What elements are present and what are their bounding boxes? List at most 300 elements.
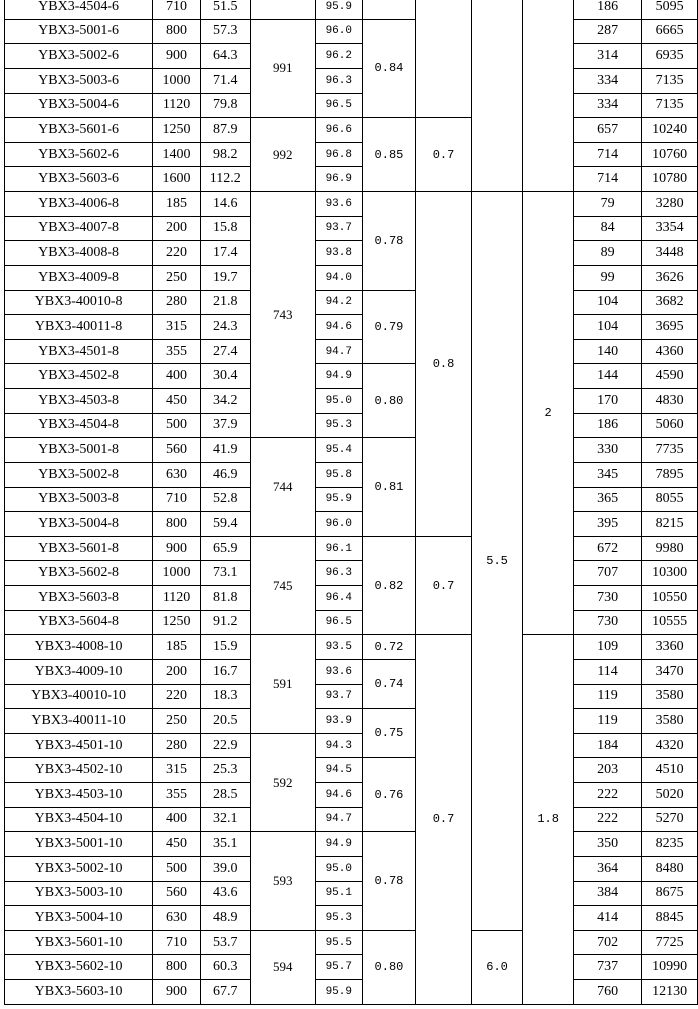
cell-efficiency: 96.3 <box>315 68 362 93</box>
cell-kw: 1600 <box>153 167 201 192</box>
cell-weight: 5020 <box>642 783 698 808</box>
cell-kw: 355 <box>153 339 201 364</box>
cell-weight: 4830 <box>642 389 698 414</box>
cell-noise: 84 <box>573 216 641 241</box>
cell-weight: 3470 <box>642 659 698 684</box>
cell-kw: 400 <box>153 807 201 832</box>
cell-efficiency: 93.6 <box>315 192 362 217</box>
cell-efficiency: 93.9 <box>315 709 362 734</box>
cell-model: YBX3-5003-8 <box>5 487 153 512</box>
cell-weight: 12130 <box>642 980 698 1005</box>
cell-model: YBX3-4009-8 <box>5 265 153 290</box>
table-row <box>5 167 698 192</box>
cell-efficiency: 94.6 <box>315 783 362 808</box>
cell-weight: 7735 <box>642 438 698 463</box>
cell-current: 51.5 <box>200 0 250 19</box>
table-row <box>5 709 698 734</box>
cell-pf: 0.78 <box>362 192 416 291</box>
cell-kw: 560 <box>153 438 201 463</box>
cell-weight: 3448 <box>642 241 698 266</box>
cell-kw: 220 <box>153 241 201 266</box>
cell-model: YBX3-4006-8 <box>5 192 153 217</box>
table-row <box>5 512 698 537</box>
cell-model: YBX3-5001-8 <box>5 438 153 463</box>
cell-efficiency: 96.0 <box>315 19 362 44</box>
table-row <box>5 807 698 832</box>
cell-noise: 119 <box>573 709 641 734</box>
cell-efficiency: 94.3 <box>315 733 362 758</box>
cell-kw: 710 <box>153 487 201 512</box>
cell-kw: 800 <box>153 955 201 980</box>
cell-model: YBX3-5602-6 <box>5 142 153 167</box>
cell-weight: 7725 <box>642 930 698 955</box>
cell-weight: 4510 <box>642 758 698 783</box>
cell-weight: 10760 <box>642 142 698 167</box>
cell-model: YBX3-40010-10 <box>5 684 153 709</box>
cell-noise: 114 <box>573 659 641 684</box>
cell-current: 64.3 <box>200 44 250 69</box>
motor-spec-table <box>4 0 698 1005</box>
cell-weight: 7135 <box>642 68 698 93</box>
cell-current: 21.8 <box>200 290 250 315</box>
cell-kw: 400 <box>153 364 201 389</box>
cell-noise: 395 <box>573 512 641 537</box>
cell-ratio3: 2 <box>523 192 574 635</box>
cell-ratio2: 6.0 <box>471 930 523 1004</box>
cell-kw: 630 <box>153 906 201 931</box>
cell-efficiency: 96.5 <box>315 610 362 635</box>
cell-noise: 99 <box>573 265 641 290</box>
cell-efficiency: 96.3 <box>315 561 362 586</box>
cell-noise: 222 <box>573 807 641 832</box>
cell-model: YBX3-5004-6 <box>5 93 153 118</box>
cell-pf: 0.84 <box>362 19 416 118</box>
cell-pf: 0.81 <box>362 438 416 537</box>
cell-current: 67.7 <box>200 980 250 1005</box>
cell-noise: 345 <box>573 462 641 487</box>
cell-noise: 89 <box>573 241 641 266</box>
cell-model: YBX3-4504-10 <box>5 807 153 832</box>
cell-noise: 364 <box>573 856 641 881</box>
cell-ratio1: 0.7 <box>416 536 472 635</box>
cell-model: YBX3-4503-10 <box>5 783 153 808</box>
cell-weight: 3682 <box>642 290 698 315</box>
cell-weight: 8675 <box>642 881 698 906</box>
cell-pf: 0.75 <box>362 709 416 758</box>
table-row <box>5 659 698 684</box>
cell-model: YBX3-4009-10 <box>5 659 153 684</box>
cell-noise: 737 <box>573 955 641 980</box>
cell-model: YBX3-5602-8 <box>5 561 153 586</box>
cell-efficiency: 95.0 <box>315 389 362 414</box>
cell-noise: 140 <box>573 339 641 364</box>
cell-efficiency: 95.8 <box>315 462 362 487</box>
cell-noise: 334 <box>573 93 641 118</box>
table-row <box>5 19 698 44</box>
table-row <box>5 93 698 118</box>
cell-weight: 8055 <box>642 487 698 512</box>
cell-current: 71.4 <box>200 68 250 93</box>
cell-kw: 1250 <box>153 610 201 635</box>
cell-model: YBX3-4501-10 <box>5 733 153 758</box>
cell-noise: 672 <box>573 536 641 561</box>
cell-weight: 8235 <box>642 832 698 857</box>
cell-pf: 0.76 <box>362 758 416 832</box>
cell-pf: 0.78 <box>362 832 416 931</box>
cell-efficiency: 94.7 <box>315 339 362 364</box>
cell-speed: 591 <box>250 635 315 734</box>
cell-current: 22.9 <box>200 733 250 758</box>
cell-speed: 594 <box>250 930 315 1004</box>
cell-current: 59.4 <box>200 512 250 537</box>
cell-efficiency: 95.4 <box>315 438 362 463</box>
cell-efficiency: 94.0 <box>315 265 362 290</box>
cell-kw: 315 <box>153 758 201 783</box>
cell-weight: 10780 <box>642 167 698 192</box>
cell-noise: 203 <box>573 758 641 783</box>
cell-noise: 365 <box>573 487 641 512</box>
cell-model: YBX3-40010-8 <box>5 290 153 315</box>
cell-current: 30.4 <box>200 364 250 389</box>
table-row <box>5 44 698 69</box>
cell-weight: 10555 <box>642 610 698 635</box>
table-row <box>5 832 698 857</box>
cell-current: 35.1 <box>200 832 250 857</box>
cell-ratio1: 0.7 <box>416 118 472 192</box>
cell-model: YBX3-5601-8 <box>5 536 153 561</box>
cell-efficiency: 94.9 <box>315 832 362 857</box>
table-row <box>5 586 698 611</box>
cell-kw: 250 <box>153 265 201 290</box>
cell-weight: 5095 <box>642 0 698 19</box>
cell-efficiency: 95.5 <box>315 930 362 955</box>
table-row <box>5 783 698 808</box>
cell-speed: 745 <box>250 536 315 635</box>
cell-weight: 8845 <box>642 906 698 931</box>
cell-noise: 334 <box>573 68 641 93</box>
table-row <box>5 561 698 586</box>
cell-model: YBX3-5003-6 <box>5 68 153 93</box>
cell-noise: 314 <box>573 44 641 69</box>
table-row <box>5 142 698 167</box>
cell-model: YBX3-4502-10 <box>5 758 153 783</box>
cell-weight: 6665 <box>642 19 698 44</box>
cell-model: YBX3-4501-8 <box>5 339 153 364</box>
cell-weight: 3626 <box>642 265 698 290</box>
cell-weight: 4590 <box>642 364 698 389</box>
cell-weight: 4360 <box>642 339 698 364</box>
cell-current: 52.8 <box>200 487 250 512</box>
cell-noise: 119 <box>573 684 641 709</box>
cell-weight: 10550 <box>642 586 698 611</box>
cell-noise: 714 <box>573 167 641 192</box>
cell-noise: 186 <box>573 0 641 19</box>
table-row <box>5 487 698 512</box>
cell-ratio2: 5.5 <box>471 192 523 931</box>
cell-kw: 900 <box>153 536 201 561</box>
cell-pf: 0.80 <box>362 364 416 438</box>
cell-model: YBX3-5002-10 <box>5 856 153 881</box>
cell-current: 24.3 <box>200 315 250 340</box>
cell-weight: 8480 <box>642 856 698 881</box>
cell-weight: 4320 <box>642 733 698 758</box>
cell-ratio1 <box>416 0 472 118</box>
cell-weight: 3354 <box>642 216 698 241</box>
cell-model: YBX3-4504-6 <box>5 0 153 19</box>
cell-speed <box>250 0 315 19</box>
cell-kw: 185 <box>153 635 201 660</box>
cell-model: YBX3-5002-6 <box>5 44 153 69</box>
cell-weight: 8215 <box>642 512 698 537</box>
cell-current: 34.2 <box>200 389 250 414</box>
cell-efficiency: 96.9 <box>315 167 362 192</box>
cell-current: 20.5 <box>200 709 250 734</box>
cell-current: 81.8 <box>200 586 250 611</box>
cell-model: YBX3-5004-10 <box>5 906 153 931</box>
cell-efficiency: 96.5 <box>315 93 362 118</box>
cell-noise: 170 <box>573 389 641 414</box>
cell-kw: 220 <box>153 684 201 709</box>
cell-efficiency: 93.5 <box>315 635 362 660</box>
table-body <box>5 0 698 1004</box>
cell-current: 73.1 <box>200 561 250 586</box>
cell-kw: 710 <box>153 0 201 19</box>
cell-weight: 6935 <box>642 44 698 69</box>
cell-efficiency: 95.1 <box>315 881 362 906</box>
cell-efficiency: 95.3 <box>315 413 362 438</box>
cell-efficiency: 94.7 <box>315 807 362 832</box>
cell-kw: 500 <box>153 856 201 881</box>
table-row <box>5 192 698 217</box>
cell-model: YBX3-4007-8 <box>5 216 153 241</box>
cell-model: YBX3-5004-8 <box>5 512 153 537</box>
cell-noise: 222 <box>573 783 641 808</box>
cell-noise: 730 <box>573 610 641 635</box>
cell-efficiency: 94.5 <box>315 758 362 783</box>
cell-ratio1: 0.7 <box>416 635 472 1004</box>
table-row <box>5 733 698 758</box>
cell-pf: 0.79 <box>362 290 416 364</box>
cell-kw: 500 <box>153 413 201 438</box>
cell-efficiency: 93.7 <box>315 684 362 709</box>
cell-current: 37.9 <box>200 413 250 438</box>
cell-current: 15.8 <box>200 216 250 241</box>
cell-noise: 657 <box>573 118 641 143</box>
cell-efficiency: 95.9 <box>315 0 362 19</box>
table-row <box>5 856 698 881</box>
cell-noise: 350 <box>573 832 641 857</box>
cell-weight: 3360 <box>642 635 698 660</box>
cell-pf: 0.85 <box>362 118 416 192</box>
cell-weight: 7895 <box>642 462 698 487</box>
cell-efficiency: 94.9 <box>315 364 362 389</box>
cell-model: YBX3-4008-10 <box>5 635 153 660</box>
cell-efficiency: 93.8 <box>315 241 362 266</box>
cell-kw: 1120 <box>153 93 201 118</box>
cell-speed: 992 <box>250 118 315 192</box>
cell-noise: 702 <box>573 930 641 955</box>
cell-noise: 760 <box>573 980 641 1005</box>
cell-efficiency: 96.4 <box>315 586 362 611</box>
cell-current: 60.3 <box>200 955 250 980</box>
cell-model: YBX3-5603-6 <box>5 167 153 192</box>
cell-model: YBX3-5601-6 <box>5 118 153 143</box>
table-row <box>5 0 698 19</box>
cell-current: 17.4 <box>200 241 250 266</box>
cell-model: YBX3-5001-10 <box>5 832 153 857</box>
cell-noise: 714 <box>573 142 641 167</box>
cell-model: YBX3-4504-8 <box>5 413 153 438</box>
cell-current: 32.1 <box>200 807 250 832</box>
cell-weight: 10240 <box>642 118 698 143</box>
cell-kw: 280 <box>153 733 201 758</box>
cell-current: 57.3 <box>200 19 250 44</box>
cell-speed: 593 <box>250 832 315 931</box>
cell-model: YBX3-5002-8 <box>5 462 153 487</box>
cell-current: 15.9 <box>200 635 250 660</box>
cell-weight: 3280 <box>642 192 698 217</box>
table-row <box>5 610 698 635</box>
cell-current: 18.3 <box>200 684 250 709</box>
cell-weight: 3580 <box>642 709 698 734</box>
table-row <box>5 881 698 906</box>
table-row <box>5 339 698 364</box>
cell-current: 19.7 <box>200 265 250 290</box>
cell-kw: 560 <box>153 881 201 906</box>
cell-kw: 800 <box>153 19 201 44</box>
table-row <box>5 536 698 561</box>
cell-model: YBX3-40011-10 <box>5 709 153 734</box>
table-row <box>5 906 698 931</box>
cell-efficiency: 95.0 <box>315 856 362 881</box>
cell-efficiency: 94.2 <box>315 290 362 315</box>
cell-weight: 10300 <box>642 561 698 586</box>
cell-speed: 991 <box>250 19 315 118</box>
cell-kw: 1400 <box>153 142 201 167</box>
table-row <box>5 216 698 241</box>
cell-noise: 730 <box>573 586 641 611</box>
table-row <box>5 241 698 266</box>
cell-kw: 450 <box>153 832 201 857</box>
cell-ratio2 <box>471 0 523 192</box>
cell-noise: 186 <box>573 413 641 438</box>
cell-noise: 384 <box>573 881 641 906</box>
cell-current: 39.0 <box>200 856 250 881</box>
cell-weight: 3695 <box>642 315 698 340</box>
table-row <box>5 462 698 487</box>
cell-model: YBX3-4502-8 <box>5 364 153 389</box>
cell-current: 46.9 <box>200 462 250 487</box>
cell-noise: 287 <box>573 19 641 44</box>
cell-ratio1: 0.8 <box>416 192 472 537</box>
cell-model: YBX3-4503-8 <box>5 389 153 414</box>
cell-model: YBX3-5001-6 <box>5 19 153 44</box>
cell-pf: 0.72 <box>362 635 416 660</box>
table-row <box>5 955 698 980</box>
cell-pf: 0.74 <box>362 659 416 708</box>
table-row <box>5 265 698 290</box>
cell-noise: 109 <box>573 635 641 660</box>
cell-efficiency: 95.9 <box>315 487 362 512</box>
cell-efficiency: 96.1 <box>315 536 362 561</box>
table-row <box>5 118 698 143</box>
cell-kw: 900 <box>153 980 201 1005</box>
cell-model: YBX3-5602-10 <box>5 955 153 980</box>
table-row <box>5 635 698 660</box>
cell-noise: 144 <box>573 364 641 389</box>
cell-kw: 630 <box>153 462 201 487</box>
table-row <box>5 758 698 783</box>
cell-model: YBX3-40011-8 <box>5 315 153 340</box>
cell-weight: 9980 <box>642 536 698 561</box>
cell-kw: 1000 <box>153 561 201 586</box>
cell-current: 28.5 <box>200 783 250 808</box>
cell-current: 79.8 <box>200 93 250 118</box>
cell-speed: 592 <box>250 733 315 832</box>
cell-kw: 1250 <box>153 118 201 143</box>
cell-pf <box>362 0 416 19</box>
cell-kw: 315 <box>153 315 201 340</box>
cell-weight: 3580 <box>642 684 698 709</box>
cell-model: YBX3-5604-8 <box>5 610 153 635</box>
cell-model: YBX3-5603-8 <box>5 586 153 611</box>
cell-kw: 900 <box>153 44 201 69</box>
cell-efficiency: 96.2 <box>315 44 362 69</box>
cell-kw: 280 <box>153 290 201 315</box>
cell-kw: 800 <box>153 512 201 537</box>
cell-weight: 5270 <box>642 807 698 832</box>
cell-speed: 744 <box>250 438 315 537</box>
cell-kw: 1000 <box>153 68 201 93</box>
cell-kw: 355 <box>153 783 201 808</box>
cell-kw: 710 <box>153 930 201 955</box>
table-row <box>5 290 698 315</box>
cell-current: 16.7 <box>200 659 250 684</box>
cell-efficiency: 95.9 <box>315 980 362 1005</box>
cell-pf: 0.82 <box>362 536 416 635</box>
cell-kw: 450 <box>153 389 201 414</box>
cell-current: 112.2 <box>200 167 250 192</box>
cell-current: 98.2 <box>200 142 250 167</box>
cell-current: 43.6 <box>200 881 250 906</box>
table-row <box>5 364 698 389</box>
cell-model: YBX3-5603-10 <box>5 980 153 1005</box>
cell-current: 41.9 <box>200 438 250 463</box>
cell-current: 25.3 <box>200 758 250 783</box>
cell-kw: 200 <box>153 216 201 241</box>
table-row <box>5 68 698 93</box>
cell-current: 53.7 <box>200 930 250 955</box>
table-row <box>5 980 698 1005</box>
cell-current: 14.6 <box>200 192 250 217</box>
cell-current: 27.4 <box>200 339 250 364</box>
cell-efficiency: 95.3 <box>315 906 362 931</box>
cell-kw: 1120 <box>153 586 201 611</box>
cell-pf: 0.80 <box>362 930 416 1004</box>
cell-noise: 104 <box>573 315 641 340</box>
cell-noise: 330 <box>573 438 641 463</box>
cell-noise: 414 <box>573 906 641 931</box>
cell-kw: 200 <box>153 659 201 684</box>
cell-efficiency: 96.6 <box>315 118 362 143</box>
cell-kw: 185 <box>153 192 201 217</box>
cell-efficiency: 93.6 <box>315 659 362 684</box>
cell-efficiency: 93.7 <box>315 216 362 241</box>
cell-weight: 7135 <box>642 93 698 118</box>
cell-kw: 250 <box>153 709 201 734</box>
cell-model: YBX3-4008-8 <box>5 241 153 266</box>
cell-efficiency: 96.8 <box>315 142 362 167</box>
